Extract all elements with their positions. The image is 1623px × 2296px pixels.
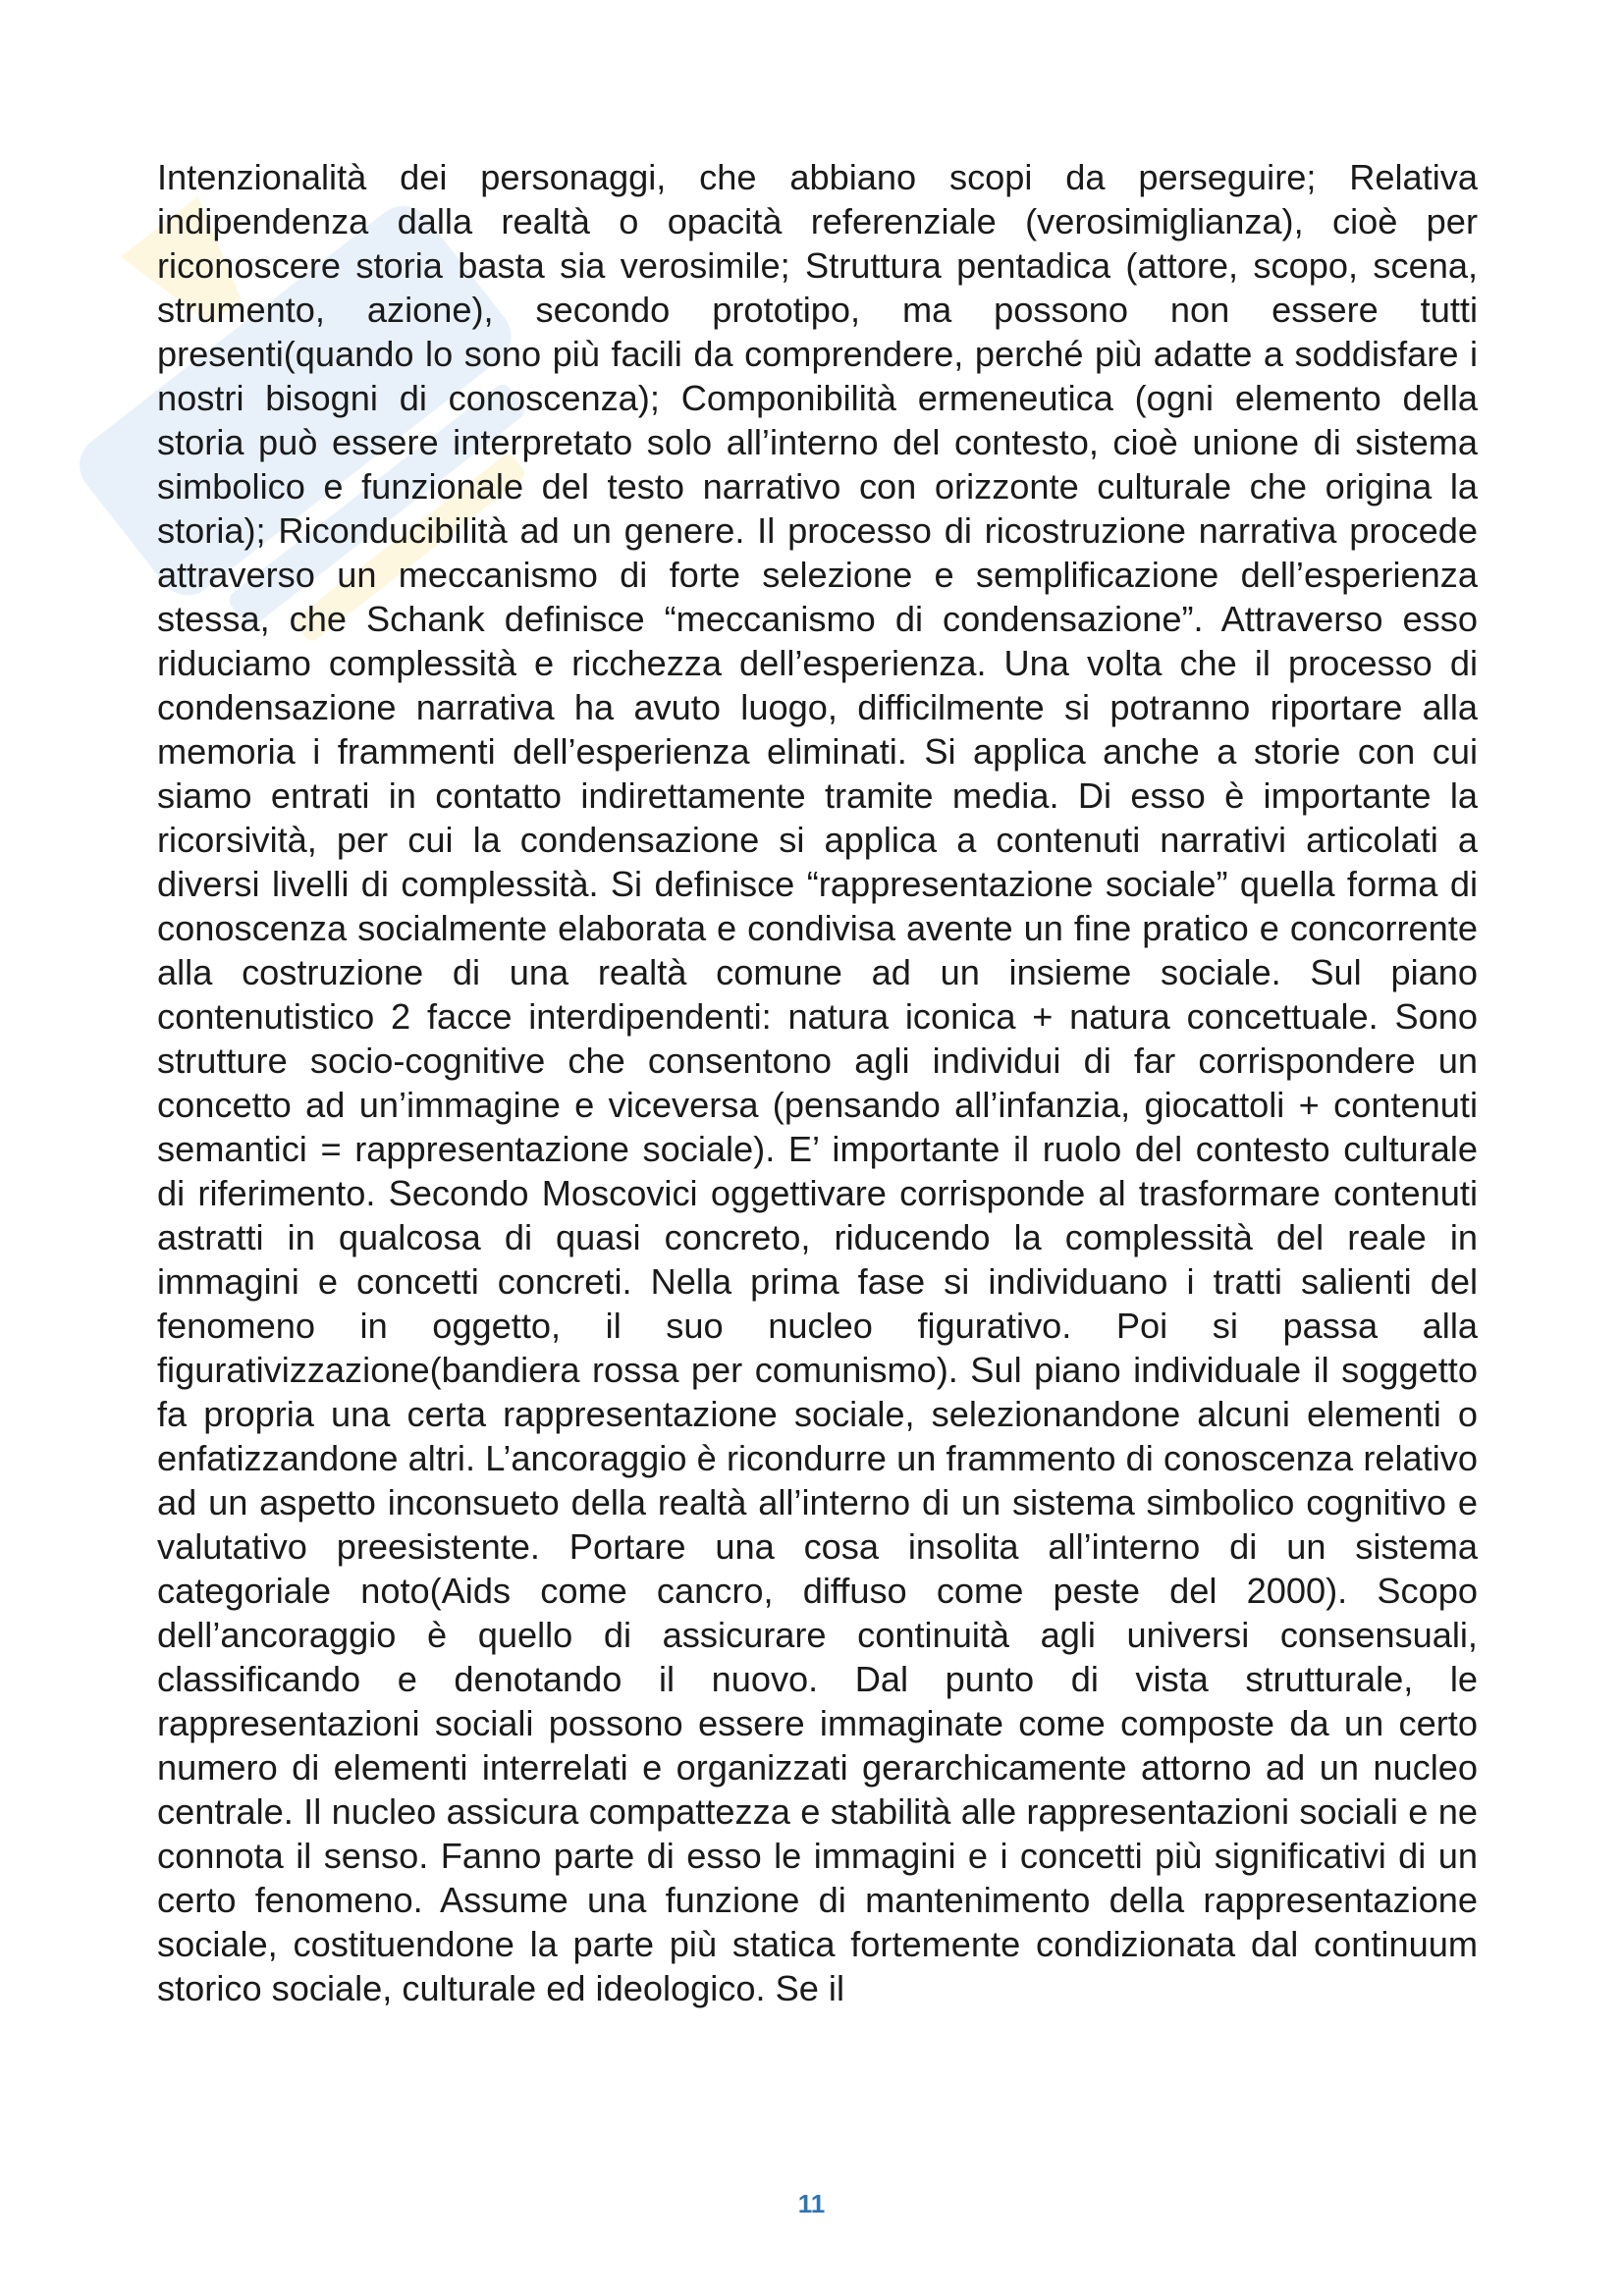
body-paragraph: Intenzionalità dei personaggi, che abbiano scopi da perseguire; Relativa indipendenza dalla realtà o opacità referenziale (verosimiglianza), cioè per riconoscere storia basta sia verosimile; Struttura pentadica (attore, scopo, scena, strumento, azione), secondo prototipo, ma possono non essere tutti presenti(quando lo sono più facili da comprendere, perché più adatte a soddisfare i nostri bisogni di conoscenza); Componibilità ermeneutica (ogni elemento della storia può essere interpretato solo all’interno del contesto, cioè unione di sistema simbolico e funzionale del testo narrativo con orizzonte culturale che origina la storia); Riconducibilità ad un genere. Il processo di ricostruzione narrativa procede attraverso un meccanismo di forte selezione e semplificazione dell’esperienza stessa, che Schank definisce “meccanismo di condensazione”. Attraverso esso riduciamo complessità e ricchezza dell’esperienza. Una volta che il processo di condensazione narrativa ha avuto luogo, difficilmente si potranno riportare alla memoria i frammenti dell’esperienza eliminati. Si applica anche a storie con cui siamo entrati in contatto indirettamente tramite media. Di esso è importante la ricorsività, per cui la condensazione si applica a contenuti narrativi articolati a diversi livelli di complessità. Si definisce “rappresentazione sociale” quella forma di conoscenza socialmente elaborata e condivisa avente un fine pratico e concorrente alla costruzione di una realtà comune ad un insieme sociale. Sul piano contenutistico 2 facce interdipendenti: natura iconica + natura concettuale. Sono strutture socio-cognitive che consentono agli individui di far corrispondere un concetto ad un’immagine e viceversa (pensando all’infanzia, giocattoli + contenuti semantici = rappresentazione sociale). E’ importante il ruolo del contesto culturale di riferimento. Secondo Moscovici oggettivare corrisponde al trasformare contenuti astratti in qualcosa di quasi concreto, riducendo la complessità del reale in immagini e concetti concreti. Nella prima fase si individuano i tratti salienti del fenomeno in oggetto, il suo nucleo figurativo. Poi si passa alla figurativizzazione(bandiera rossa per comunismo). Sul piano individuale il soggetto fa propria una certa rappresentazione sociale, selezionandone alcuni elementi o enfatizzandone altri. L’ancoraggio è ricondurre un frammento di conoscenza relativo ad un aspetto inconsueto della realtà all’interno di un sistema simbolico cognitivo e valutativo preesistente. Portare una cosa insolita all’interno di un sistema categoriale noto(Aids come cancro, diffuso come peste del 2000). Scopo dell’ancoraggio è quello di assicurare continuità agli universi consensuali, classificando e denotando il nuovo. Dal punto di vista strutturale, le rappresentazioni sociali possono essere immaginate come composte da un certo numero di elementi interrelati e organizzati gerarchicamente attorno ad un nucleo centrale. Il nucleo assicura compattezza e stabilità alle rappresentazioni sociali e ne connota il senso. Fanno parte di esso le immagini e i concetti più significativi di un certo fenomeno. Assume una funzione di mantenimento della rappresentazione sociale, costituendone la parte più statica fortemente condizionata dal continuum storico sociale, culturale ed ideologico. Se il	[157, 157, 1478, 2008]
page-number: 11	[797, 2189, 826, 2218]
